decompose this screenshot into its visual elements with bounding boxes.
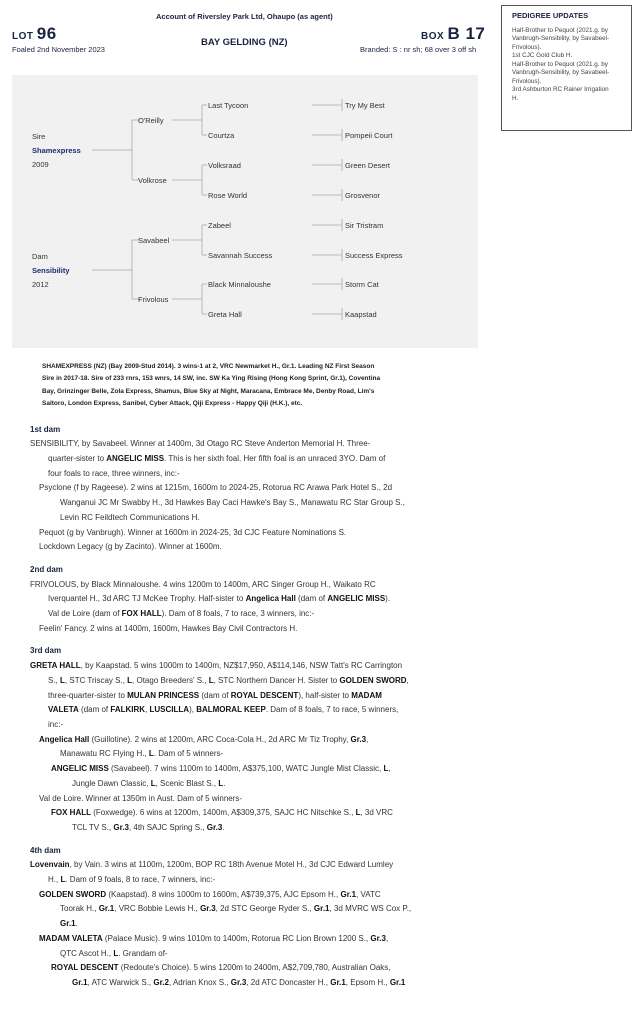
text-run: , Otago Breeders' S., bbox=[132, 675, 209, 685]
dam-label: Dam bbox=[32, 252, 48, 261]
horse-name: ROYAL DESCENT bbox=[51, 963, 119, 973]
horse-name: Angelica Hall bbox=[245, 594, 296, 604]
horse-name: VALETA bbox=[48, 705, 79, 715]
text-run: (Foxwedge). 6 wins at 1200m, 1400m, A$309,375, SAJC HC Nitschke S., bbox=[91, 808, 356, 818]
race-grade: L bbox=[60, 875, 66, 885]
race-grade: L bbox=[127, 675, 133, 685]
update-line: Frivolous). bbox=[512, 77, 542, 85]
horse-name: MADAM VALETA bbox=[39, 933, 103, 943]
box-number bbox=[421, 24, 485, 44]
text-run: . bbox=[223, 778, 226, 788]
text-line bbox=[30, 674, 452, 689]
horse-name: ANGELIC MISS bbox=[106, 454, 165, 464]
text-run: , by Kaapstad. 5 wins 1000m to 1400m, NZ$17,950, A$114,146, NSW Tatt's RC Carrington bbox=[80, 661, 403, 671]
lot-number bbox=[12, 24, 57, 44]
text-line bbox=[30, 777, 452, 792]
box-number-value: B 17 bbox=[447, 24, 486, 43]
text-line bbox=[30, 659, 452, 674]
fourth-dam-heading: 4th dam bbox=[30, 845, 61, 855]
text-run: Jungle Dawn Classic, bbox=[72, 778, 151, 788]
text-run: Val de Loire (dam of bbox=[48, 609, 122, 619]
text-line: Lockdown Legacy (g by Zacinto). Winner at 1600m. bbox=[39, 542, 222, 552]
text-run: Iverquantel H., 3d ARC TJ McKee Trophy. Half-sister to bbox=[48, 594, 246, 604]
horse-name: FOX HALL bbox=[51, 808, 91, 818]
pedigree-gen4: Storm Cat bbox=[345, 280, 379, 289]
text-run: , Scenic Blast S., bbox=[155, 778, 219, 788]
pedigree-gen3: Last Tycoon bbox=[208, 101, 249, 110]
pedigree-gen4: Success Express bbox=[345, 251, 403, 260]
race-grade: Gr.1 bbox=[330, 977, 346, 987]
text-line bbox=[30, 932, 452, 947]
update-line: H. bbox=[512, 94, 519, 102]
text-line bbox=[30, 733, 452, 748]
text-line: inc:- bbox=[48, 719, 64, 729]
dam-year: 2012 bbox=[32, 280, 49, 289]
text-line: Val de Loire. Winner at 1350m in Aust. Dam of 5 winners- bbox=[39, 793, 243, 803]
text-line bbox=[30, 902, 452, 917]
lot-label: LOT bbox=[12, 31, 34, 42]
text-run: ), half-sister to bbox=[298, 690, 352, 700]
text-line bbox=[30, 961, 452, 976]
text-line bbox=[30, 976, 452, 991]
text-line bbox=[30, 806, 452, 821]
text-run: . bbox=[75, 919, 78, 929]
third-dam-heading: 3rd dam bbox=[30, 646, 62, 656]
race-grade: Gr.3 bbox=[200, 904, 216, 914]
race-grade: L bbox=[383, 764, 389, 774]
pedigree-gen4: Grosvenor bbox=[345, 191, 381, 200]
text-run: (Redoute's Choice). 5 wins 1200m to 2400m, A$2,709,780, Australian Oaks, bbox=[118, 963, 391, 973]
horse-name: GOLDEN SWORD bbox=[339, 675, 407, 685]
text-run: . Dam of 8 foals, 7 to race, 5 winners, bbox=[265, 705, 399, 715]
text-run: three-quarter-sister to bbox=[48, 690, 128, 700]
text-line bbox=[30, 821, 452, 836]
pedigree-gen3: Black Minnaloushe bbox=[208, 280, 271, 289]
text-run: QTC Ascot H., bbox=[60, 948, 114, 958]
first-dam-heading: 1st dam bbox=[30, 424, 61, 434]
horse-name: Lovenvain bbox=[30, 860, 70, 870]
text-run: , ATC Warwick S., bbox=[87, 977, 154, 987]
text-run: , bbox=[145, 705, 150, 715]
pedigree-updates-box bbox=[501, 5, 632, 131]
text-run: ), bbox=[189, 705, 197, 715]
pedigree-updates-title: PEDIGREE UPDATES bbox=[512, 11, 589, 20]
text-run: , STC Northern Dancer H. Sister to bbox=[213, 675, 340, 685]
text-line bbox=[30, 947, 452, 962]
text-line: Pequot (g by Vanbrugh). Winner at 1600m in 2024-25, 3d CJC Feature Nominations S. bbox=[39, 527, 347, 537]
text-run: . Dam of 9 foals, 8 to race, 7 winners, inc:- bbox=[65, 875, 216, 885]
sire-label: Sire bbox=[32, 132, 46, 141]
text-run: , VRC Bobbie Lewis H., bbox=[114, 904, 201, 914]
foaled-date: Foaled 2nd November 2023 bbox=[12, 45, 105, 54]
horse-name: LUSCILLA bbox=[149, 705, 190, 715]
text-run: , Epsom H., bbox=[345, 977, 390, 987]
second-dam-heading: 2nd dam bbox=[30, 564, 63, 574]
text-run: . This is her sixth foal. Her fifth foal is an unraced 3YO. Dam of bbox=[164, 454, 386, 464]
pedigree-gen2: O'Reilly bbox=[138, 116, 164, 125]
race-grade: Gr.1 bbox=[98, 904, 115, 914]
race-grade: L bbox=[208, 675, 214, 685]
text-run: , bbox=[385, 933, 389, 943]
text-run: , 2d STC George Ryder S., bbox=[215, 904, 314, 914]
text-line bbox=[30, 762, 452, 777]
pedigree-connector-lines bbox=[12, 75, 478, 348]
text-run: , bbox=[388, 764, 391, 774]
pedigree-gen4: Kaapstad bbox=[345, 310, 377, 319]
pedigree-gen3: Zabeel bbox=[208, 221, 231, 230]
race-grade: Gr.1 bbox=[389, 977, 406, 987]
text-run: H., bbox=[48, 875, 61, 885]
update-line: Vanbrugh-Sensibility, by Savabeel- bbox=[512, 35, 610, 42]
sire-summary-line: Bay, Grinzinger Belle, Zola Express, Shamus, Blue Sky at Night, Maracana, Embrace Me, Denby Road, Lim's bbox=[42, 387, 375, 395]
text-run: , 4th SAJC Spring S., bbox=[128, 822, 207, 832]
pedigree-gen4: Try My Best bbox=[345, 101, 385, 110]
text-line: four foals to race, three winners, inc:- bbox=[48, 468, 180, 478]
sire-year: 2009 bbox=[32, 160, 49, 169]
text-run: quarter-sister to bbox=[48, 454, 107, 464]
text-run: (dam of bbox=[78, 705, 111, 715]
text-line bbox=[30, 592, 452, 607]
text-run: (Savabeel). 7 wins 1100m to 1400m, A$375,100, WATC Jungle Mist Classic, bbox=[108, 764, 384, 774]
race-grade: Gr.1 bbox=[340, 889, 357, 899]
box-label: BOX bbox=[421, 31, 445, 42]
text-run: , by Vain. 3 wins at 1100m, 1200m, BOP RC 18th Avenue Motel H., 3d CJC Edward Lumley bbox=[69, 860, 394, 870]
text-line bbox=[30, 873, 452, 888]
text-line: Levin RC Feildtech Communications H. bbox=[60, 512, 200, 522]
text-line bbox=[30, 703, 452, 718]
pedigree-gen3: Savannah Success bbox=[208, 251, 273, 260]
text-run: (Palace Music). 9 wins 1010m to 1400m, Rotorua RC Lion Brown 1200 S., bbox=[102, 933, 371, 943]
horse-name: GOLDEN SWORD bbox=[39, 889, 107, 899]
fourth-dam-section bbox=[30, 844, 452, 991]
race-grade: L bbox=[218, 778, 224, 788]
text-run: (Kaapstad). 8 wins 1000m to 1600m, A$739,375, AJC Epsom H., bbox=[106, 889, 341, 899]
horse-name: MADAM bbox=[351, 690, 382, 700]
horse-title: BAY GELDING (NZ) bbox=[201, 37, 288, 48]
horse-name: BALMORAL KEEP bbox=[196, 705, 266, 715]
pedigree-gen2: Frivolous bbox=[138, 295, 169, 304]
text-run: . Grandam of- bbox=[118, 948, 168, 958]
dam-name: Sensibility bbox=[32, 266, 70, 275]
first-dam-section bbox=[30, 423, 452, 555]
pedigree-gen4: Green Desert bbox=[345, 161, 391, 170]
race-grade: Gr.3 bbox=[370, 933, 386, 943]
race-grade: L bbox=[148, 749, 154, 759]
race-grade: Gr.1 bbox=[60, 919, 76, 929]
text-run: (dam of bbox=[199, 690, 231, 700]
text-line: Feelin' Fancy. 2 wins at 1400m, 1600m, Hawkes Bay Civil Contractors H. bbox=[39, 623, 298, 633]
branding-info: Branded: S : nr sh; 68 over 3 off sh bbox=[360, 45, 477, 54]
text-run: ). bbox=[385, 594, 391, 604]
text-run: S., bbox=[48, 675, 61, 685]
catalogue-body bbox=[30, 361, 452, 991]
sire-name: Shamexpress bbox=[32, 146, 81, 155]
race-grade: Gr.1 bbox=[313, 904, 330, 914]
race-grade: Gr.3 bbox=[230, 977, 247, 987]
race-grade: Gr.3 bbox=[350, 734, 367, 744]
race-grade: L bbox=[150, 778, 156, 788]
text-run: , 3d MVRC WS Cox P., bbox=[329, 904, 412, 914]
pedigree-gen3: Courtza bbox=[208, 131, 235, 140]
race-grade: Gr.3 bbox=[113, 822, 129, 832]
horse-name: ANGELIC MISS bbox=[51, 764, 109, 774]
horse-name: GRETA HALL bbox=[30, 661, 81, 671]
horse-name: FOX HALL bbox=[121, 609, 162, 619]
lot-number-value: 96 bbox=[36, 24, 57, 43]
race-grade: L bbox=[60, 675, 65, 685]
text-run: Toorak H., bbox=[60, 904, 99, 914]
text-line bbox=[30, 689, 452, 704]
text-run: TCL TV S., bbox=[72, 822, 114, 832]
text-run: , 3d VRC bbox=[360, 808, 393, 818]
pedigree-gen3: Greta Hall bbox=[208, 310, 242, 319]
race-grade: Gr.1 bbox=[72, 977, 88, 987]
sire-summary-line: SHAMEXPRESS (NZ) (Bay 2009-Stud 2014). 3 wins-1 at 2, VRC Newmarket H., Gr.1. Leading NZ First Season bbox=[42, 363, 375, 370]
horse-name: ANGELIC MISS bbox=[327, 594, 386, 604]
vendor-agent-line: Account of Riversley Park Ltd, Ohaupo (as agent) bbox=[156, 12, 333, 21]
horse-name: ROYAL DESCENT bbox=[230, 690, 299, 700]
text-run: (dam of bbox=[295, 594, 328, 604]
text-run: , VATC bbox=[356, 889, 381, 899]
text-run: . Dam of 5 winners- bbox=[153, 749, 224, 759]
text-line: Psyclone (f by Rageese). 2 wins at 1215m, 1600m to 2024-25, Rotorua RC Arawa Park Hotel S., 2d bbox=[39, 483, 393, 493]
pedigree-gen2: Volkrose bbox=[138, 176, 167, 185]
update-line: 3rd Ashburton RC Rainer Irrigation bbox=[512, 86, 609, 93]
text-run: , STC Triscay S., bbox=[64, 675, 128, 685]
text-line bbox=[30, 747, 452, 762]
race-grade: Gr.3 bbox=[206, 822, 223, 832]
text-line: SENSIBILITY, by Savabeel. Winner at 1400m, 3d Otago RC Steve Anderton Memorial H. Three- bbox=[30, 439, 371, 449]
third-dam-section bbox=[30, 644, 452, 835]
horse-name: MULAN PRINCESS bbox=[127, 690, 200, 700]
text-run: , 2d ATC Doncaster H., bbox=[246, 977, 331, 987]
sire-summary bbox=[42, 361, 452, 411]
pedigree-gen4: Pompeii Court bbox=[345, 131, 393, 140]
text-run: ). Dam of 8 foals, 7 to race, 3 winners, inc:- bbox=[161, 609, 315, 619]
text-run: , Adrian Knox S., bbox=[168, 977, 231, 987]
text-run: (Guillotine). 2 wins at 1200m, ARC Coca-Cola H., 2d ARC Mr Tiz Trophy, bbox=[89, 734, 351, 744]
text-line bbox=[30, 888, 452, 903]
pedigree-chart bbox=[12, 75, 478, 348]
update-line: Frivolous). bbox=[512, 43, 542, 51]
race-grade: Gr.2 bbox=[153, 977, 169, 987]
text-line bbox=[30, 452, 452, 467]
update-line: 1st CJC Gold Club H. bbox=[512, 52, 573, 59]
pedigree-gen3: Rose World bbox=[208, 191, 248, 200]
update-line: Half-Brother to Pequot (2021.g. by bbox=[512, 26, 608, 34]
text-line bbox=[30, 858, 452, 873]
race-grade: L bbox=[355, 808, 361, 818]
pedigree-gen3: Volksraad bbox=[208, 161, 241, 170]
text-line bbox=[30, 607, 452, 622]
text-run: . bbox=[222, 822, 225, 832]
pedigree-gen4: Sir Tristram bbox=[345, 221, 384, 230]
pedigree-gen2: Savabeel bbox=[138, 236, 170, 245]
sire-summary-line: Sire in 2017-18. Sire of 233 rnrs, 153 wnrs, 14 SW, inc. SW Ka Ying Rising (Hong Kong Sprint, Gr.1), Coventina bbox=[42, 375, 381, 383]
update-line: Half-Brother to Pequot (2021.g. by bbox=[512, 60, 608, 68]
text-line: Wanganui JC Mr Swabby H., 3d Hawkes Bay Caci Hawke's Bay S., Manawatu RC Star Group S., bbox=[60, 498, 405, 508]
text-run: , bbox=[366, 734, 369, 744]
second-dam-section bbox=[30, 563, 452, 637]
sire-summary-line: Saltoro, London Express, Sanibel, Cyber Attack, Qiji Express - Happy Qiji (H.K.), etc. bbox=[42, 400, 303, 408]
text-line bbox=[30, 917, 452, 932]
update-line: Vanbrugh-Sensibility, by Savabeel- bbox=[512, 69, 610, 76]
horse-name: FALKIRK bbox=[110, 705, 146, 715]
horse-name: Angelica Hall bbox=[39, 734, 90, 744]
text-run: , bbox=[406, 675, 409, 685]
text-line: FRIVOLOUS, by Black Minnaloushe. 4 wins 1200m to 1400m, ARC Singer Group H., Waikato RC bbox=[30, 579, 376, 589]
text-run: Manawatu RC Flying H., bbox=[60, 749, 149, 759]
race-grade: L bbox=[113, 948, 119, 958]
